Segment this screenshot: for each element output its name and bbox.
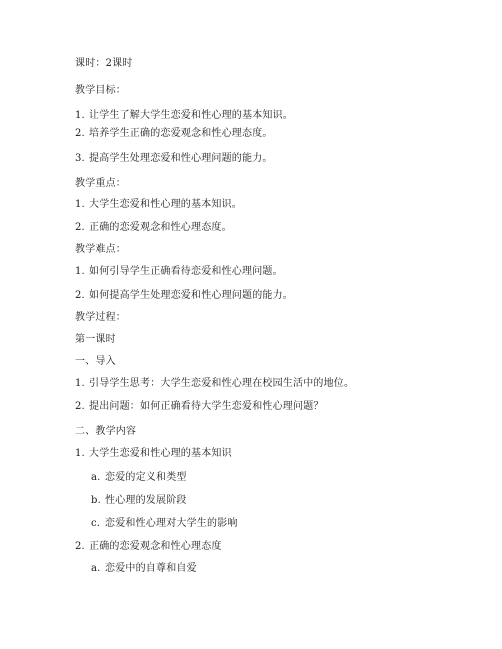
heading-difficulties: 教学难点： bbox=[75, 244, 126, 255]
content-subitem: b. 性心理的发展阶段 bbox=[91, 495, 187, 506]
heading-objectives: 教学目标： bbox=[75, 85, 126, 96]
key-point-item: 2. 正确的恋爱观念和性心理态度。 bbox=[75, 222, 232, 233]
lesson-hours: 课时：2课时 bbox=[75, 58, 133, 69]
objective-item: 3. 提高学生处理恋爱和性心理问题的能力。 bbox=[75, 153, 273, 164]
content-subitem: a. 恋爱的定义和类型 bbox=[91, 472, 187, 483]
heading-key-points: 教学重点： bbox=[75, 178, 126, 189]
section-teaching-content: 二、教学内容 bbox=[75, 426, 137, 437]
introduction-item: 1. 引导学生思考：大学生恋爱和性心理在校园生活中的地位。 bbox=[75, 378, 355, 389]
key-point-item: 1. 大学生恋爱和性心理的基本知识。 bbox=[75, 199, 242, 210]
objective-item: 1. 让学生了解大学生恋爱和性心理的基本知识。 bbox=[75, 110, 293, 121]
content-subitem: a. 恋爱中的自尊和自爱 bbox=[91, 563, 197, 574]
introduction-item: 2. 提出问题：如何正确看待大学生恋爱和性心理问题？ bbox=[75, 401, 324, 412]
content-item: 1. 大学生恋爱和性心理的基本知识 bbox=[75, 448, 232, 459]
difficulty-item: 2. 如何提高学生处理恋爱和性心理问题的能力。 bbox=[75, 290, 293, 301]
first-lesson-title: 第一课时 bbox=[75, 334, 116, 345]
heading-process: 教学过程： bbox=[75, 312, 126, 323]
section-introduction: 一、导入 bbox=[75, 356, 116, 367]
difficulty-item: 1. 如何引导学生正确看待恋爱和性心理问题。 bbox=[75, 266, 283, 277]
content-subitem: c. 恋爱和性心理对大学生的影响 bbox=[91, 518, 238, 529]
content-item: 2. 正确的恋爱观念和性心理态度 bbox=[75, 541, 222, 552]
objective-item: 2. 培养学生正确的恋爱观念和性心理态度。 bbox=[75, 128, 273, 139]
